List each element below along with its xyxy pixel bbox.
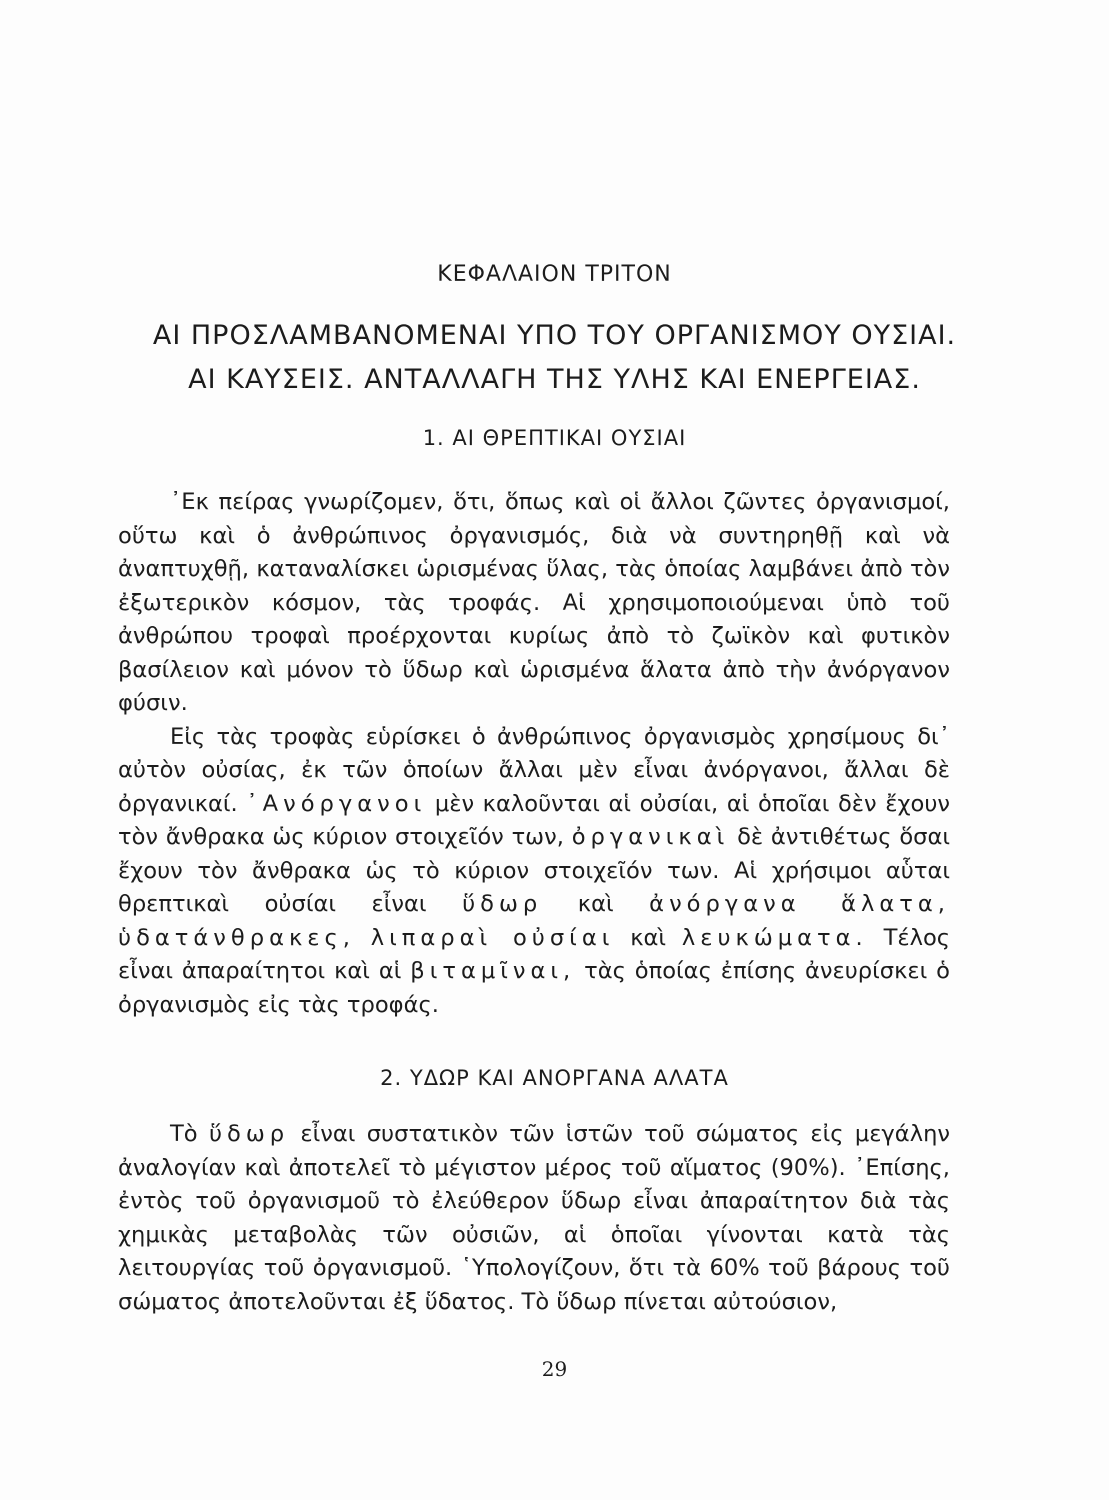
term-water: ὕδωρ	[208, 1121, 290, 1147]
term-organic: ὀργανικαὶ	[571, 824, 730, 850]
paragraph-text: Τέλος εἶναι ἀπαραίτητοι καὶ αἱ	[118, 924, 951, 984]
section-heading-nutrients: 1. ΑΙ ΘΡΕΠΤΙΚΑΙ ΟΥΣΙΑΙ	[422, 426, 687, 450]
paragraph-text: μὲν καλοῦνται αἱ οὐσίαι, αἱ ὁποῖαι δὲν ἔχουν τὸν ἄνθρακα ὡς κύριον στοιχεῖόν των,	[118, 790, 951, 850]
paragraph-text: καὶ	[630, 924, 667, 951]
chapter-title-line-2: ΑΙ ΚΑΥΣΕΙΣ. ΑΝΤΑΛΛΑΓΗ ΤΗΣ ΥΛΗΣ ΚΑΙ ΕΝΕΡΓΕΙΑΣ.	[188, 364, 921, 395]
term-water: ὕδωρ	[462, 891, 543, 917]
paragraph-text: Τὸ	[170, 1121, 198, 1147]
page-number: 29	[541, 1357, 568, 1381]
paragraph-text: δὲ ἀντιθέτως ὅσαι ἔχουν τὸν ἄνθρακα ὡς τὸ κύριον στοιχεῖόν των. Αἱ χρήσιμοι αὗται θρεπτικαὶ οὐσίαι εἶναι	[118, 824, 950, 917]
term-carbohydrates: ὑδατάνθρακες,	[118, 924, 355, 951]
chapter-label: ΚΕΦΑΛΑΙΟΝ ΤΡΙΤΟΝ	[437, 262, 672, 287]
section-body-water-salts	[118, 1118, 950, 1319]
section-body-nutrients	[118, 486, 950, 1022]
section-heading-water-salts: 2. ΥΔΩΡ ΚΑΙ ΑΝΟΡΓΑΝΑ ΑΛΑΤΑ	[380, 1066, 729, 1090]
term-inorganic-salts: ἀνόργανα ἅλατα,	[649, 891, 950, 917]
paragraph-text: Εἰς τὰς τροφὰς εὑρίσκει ὁ ἀνθρώπινος ὀργανισμὸς χρησίμους δι᾿ αὐτὸν οὐσίας, ἐκ τῶν ὁποίων ἄλλαι μὲν εἶναι ἀνόργανοι, ἄλλαι δὲ ὀργανικαί.	[118, 723, 950, 817]
term-fats: λιπαραὶ οὐσίαι	[370, 924, 615, 951]
paragraph-intro: ᾿Εκ πείρας γνωρίζομεν, ὅτι, ὅπως καὶ οἱ ἄλλοι ζῶντες ὀργανισμοί, οὕτω καὶ ὁ ἀνθρώπινος ὀργανισμός, διὰ νὰ συντηρηθῇ καὶ νὰ ἀναπτυχθῇ, καταναλίσκει ὡρισμένας ὕλας, τὰς ὁποίας λαμβάνει ἀπὸ τὸν ἐξωτερικὸν κόσμον, τὰς τροφάς. Αἱ χρησιμοποιούμεναι ὑπὸ τοῦ ἀνθρώπου τροφαὶ προέρχονται κυρίως ἀπὸ τὸ ζωϊκὸν καὶ φυτικὸν βασίλειον καὶ μόνον τὸ ὕδωρ καὶ ὡρισμένα ἅλατα ἀπὸ τὴν ἀνόργανον φύσιν.	[118, 489, 950, 716]
paragraph-nutrient-classes	[118, 721, 950, 1023]
term-proteins: λευκώματα.	[681, 924, 868, 951]
paragraph-text: τὰς ὁποίας ἐπίσης ἀνευρίσκει ὁ ὀργανισμὸς εἰς τὰς τροφάς.	[118, 958, 951, 1018]
term-inorganic: ᾿Ανόργανοι	[246, 790, 427, 817]
paragraph-text: καὶ	[577, 891, 614, 917]
paragraph-text: εἶναι συστατικὸν τῶν ἱστῶν τοῦ σώματος εἰς μεγάλην ἀναλογίαν καὶ ἀποτελεῖ τὸ μέγιστον μέρος τοῦ αἵματος (90%). ᾿Επίσης, ἐντὸς τοῦ ὀργανισμοῦ τὸ ἐλεύθερον ὕδωρ εἶναι ἀπαραίτητον διὰ τὰς χημικὰς μεταβολὰς τῶν οὐσιῶν, αἱ ὁποῖαι γίνονται κατὰ τὰς λειτουργίας τοῦ ὀργανισμοῦ. ῾Υπολογίζουν, ὅτι τὰ 60% τοῦ βάρους τοῦ σώματος ἀποτελοῦνται ἐξ ὕδατος. Τὸ ὕδωρ πίνεται αὐτούσιον,	[118, 1121, 951, 1315]
term-vitamins: βιταμῖναι,	[410, 958, 576, 984]
paragraph-water	[118, 1118, 950, 1319]
chapter-title-line-1: ΑΙ ΠΡΟΣΛΑΜΒΑΝΟΜΕΝΑΙ ΥΠΟ ΤΟΥ ΟΡΓΑΝΙΣΜΟΥ ΟΥΣΙΑΙ.	[152, 320, 957, 351]
